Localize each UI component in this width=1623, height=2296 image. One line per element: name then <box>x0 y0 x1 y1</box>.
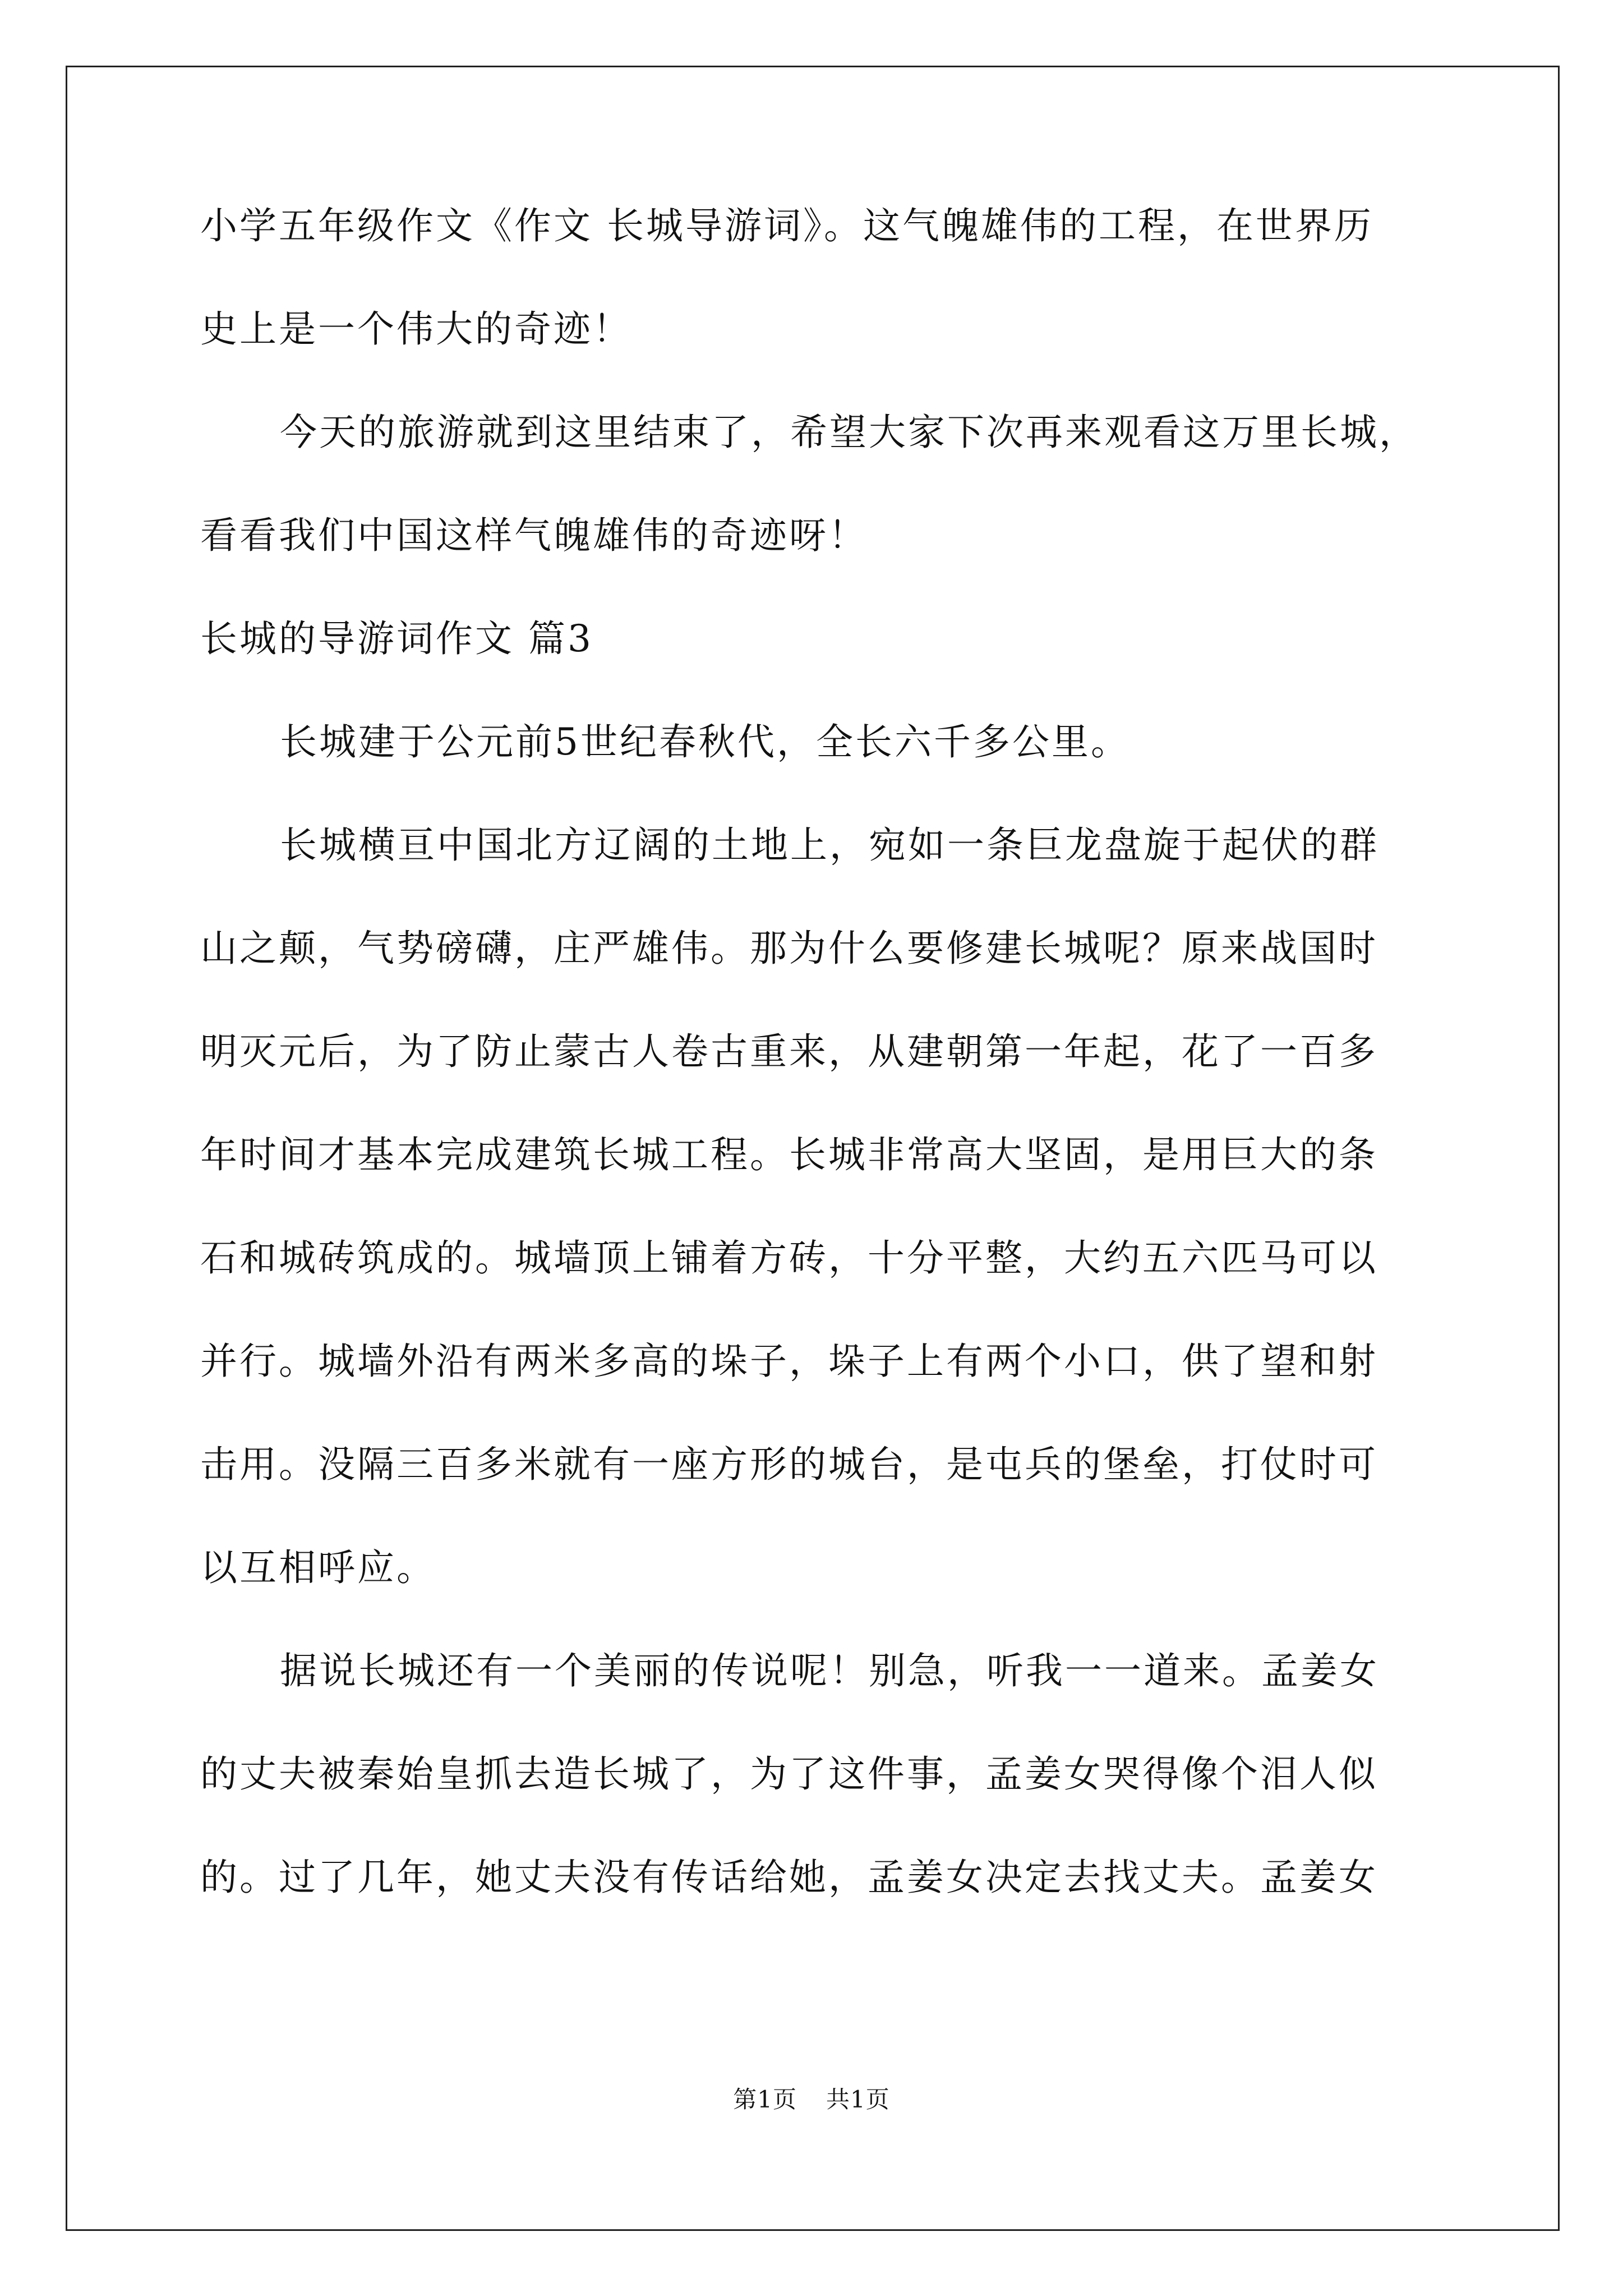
document-body <box>200 204 1456 1962</box>
text-line: 石和城砖筑成的。城墙顶上铺着方砖，十分平整，大约五六匹马可以 <box>200 1236 1378 1280</box>
page-number-total: 共1页 <box>826 2086 890 2113</box>
text-line: 长城横亘中国北方辽阔的土地上，宛如一条巨龙盘旋于起伏的群 <box>280 823 1379 867</box>
text-line: 史上是一个伟大的奇迹！ <box>200 307 632 351</box>
text-line: 的丈夫被秦始皇抓去造长城了，为了这件事，孟姜女哭得像个泪人似 <box>200 1752 1378 1796</box>
text-line: 看看我们中国这样气魄雄伟的奇迹呀！ <box>200 514 868 557</box>
section-heading: 长城的导游词作文 篇3 <box>200 617 593 660</box>
text-line: 以互相呼应。 <box>200 1546 436 1589</box>
text-line: 的。过了几年，她丈夫没有传话给她，孟姜女决定去找丈夫。孟姜女 <box>200 1856 1378 1899</box>
text-line: 年时间才基本完成建筑长城工程。长城非常高大坚固，是用巨大的条 <box>200 1133 1378 1176</box>
page-number-current: 第1页 <box>733 2086 797 2113</box>
text-line: 山之颠，气势磅礴，庄严雄伟。那为什么要修建长城呢？原来战国时 <box>200 927 1378 970</box>
text-line: 小学五年级作文《作文 长城导游词》。这气魄雄伟的工程，在世界历 <box>200 204 1373 247</box>
text-line: 今天的旅游就到这里结束了，希望大家下次再来观看这万里长城， <box>280 411 1418 454</box>
page-footer <box>0 2088 1623 2111</box>
text-line: 明灭元后，为了防止蒙古人卷古重来，从建朝第一年起，花了一百多 <box>200 1030 1378 1073</box>
text-line: 据说长城还有一个美丽的传说呢！别急，听我一一道来。孟姜女 <box>280 1649 1379 1692</box>
text-line: 并行。城墙外沿有两米多高的垛子，垛子上有两个小口，供了望和射 <box>200 1340 1378 1383</box>
text-line: 击用。没隔三百多米就有一座方形的城台，是屯兵的堡垒，打仗时可 <box>200 1443 1378 1486</box>
text-line: 长城建于公元前5世纪春秋代，全长六千多公里。 <box>280 720 1130 763</box>
